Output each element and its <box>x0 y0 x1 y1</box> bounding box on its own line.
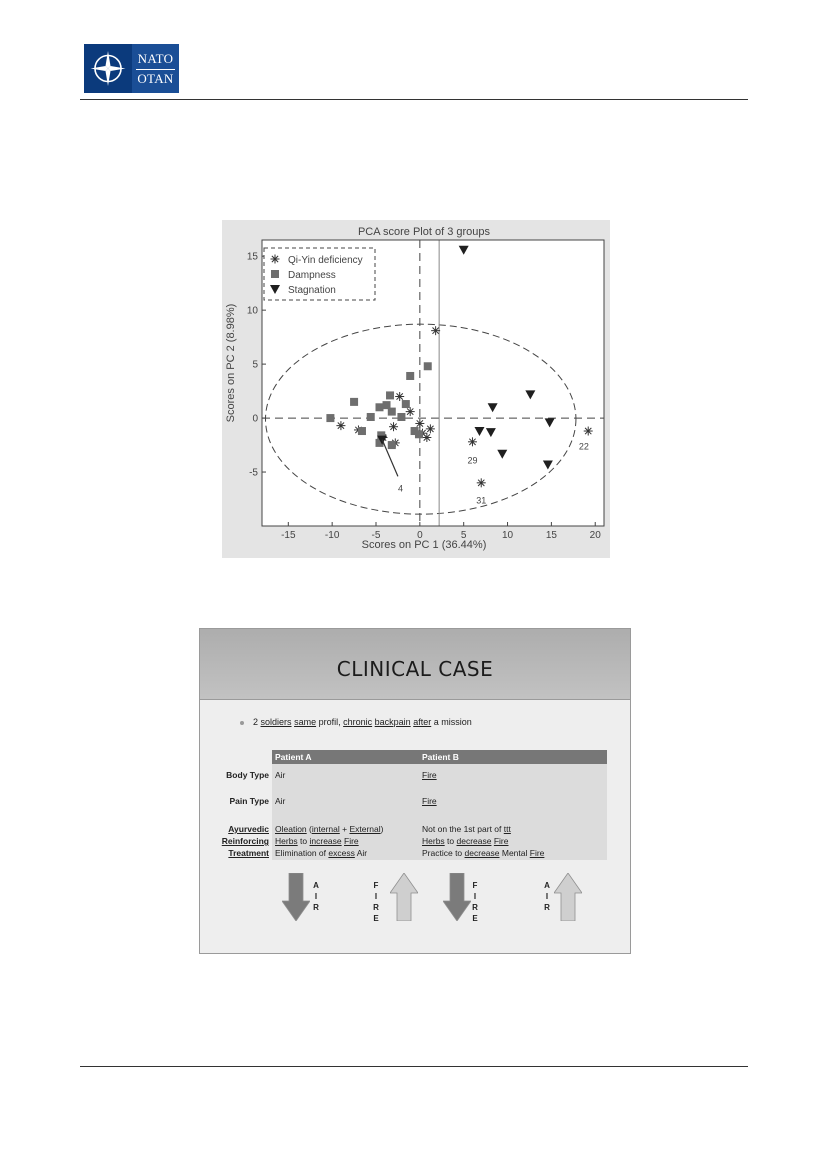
b-decrease-2: decrease <box>464 848 500 858</box>
x-tick-label: -15 <box>281 530 296 541</box>
col-patient-a: Patient A <box>272 750 421 764</box>
x-tick-label: 5 <box>460 530 467 541</box>
y-axis-label: Scores on PC 2 (8.98%) <box>225 303 237 423</box>
arrow-label-letter: R <box>373 903 379 912</box>
point-square <box>350 398 358 406</box>
a-close-paren: ) <box>380 824 384 834</box>
y-tick-label: 10 <box>246 305 258 317</box>
logo-nato-text: NATO <box>137 51 174 66</box>
treatment-b-line2 <box>422 835 607 847</box>
logo-divider <box>136 69 175 70</box>
legend-marker <box>271 255 280 264</box>
x-tick-label: 0 <box>417 530 423 541</box>
point-square <box>386 391 394 399</box>
annotation-label: 22 <box>578 441 589 452</box>
bullet-soldiers: soldiers <box>260 717 292 727</box>
arrow-label-letter: R <box>313 903 319 912</box>
point-square <box>424 362 432 370</box>
arrow-label-letter: E <box>472 914 478 923</box>
annotation-label: 4 <box>398 483 404 494</box>
row-label-pain-type: Pain Type <box>229 796 269 806</box>
y-tick-label: 15 <box>246 251 258 263</box>
slide-header <box>200 629 630 700</box>
bullet-backpain: backpain <box>374 717 411 727</box>
treatment-a-line1 <box>275 823 421 835</box>
legend-entry: Dampness <box>288 270 336 281</box>
clinical-case-slide <box>199 628 631 954</box>
body-type-a-text: Air <box>275 770 286 780</box>
cell-body-type-a <box>272 764 421 790</box>
slide-bullet <box>240 717 472 727</box>
a-oleation: Oleation <box>275 824 307 834</box>
arrow-label-letter: I <box>314 892 318 901</box>
bullet-same: same <box>294 717 317 727</box>
row-label-body-type: Body Type <box>226 770 269 780</box>
cell-pain-type-b <box>419 790 607 816</box>
arrow-label-letter: R <box>544 903 550 912</box>
arrow-label-letter: R <box>472 903 478 912</box>
a-plus: + <box>339 824 350 834</box>
a-herbs: Herbs <box>275 836 298 846</box>
label-treatment: Treatment <box>228 848 269 858</box>
b-mental: Mental <box>499 848 530 858</box>
arrow-label-letter: F <box>472 881 478 890</box>
arrow-up-icon <box>554 873 582 926</box>
arrow-label-letter: E <box>373 914 379 923</box>
cell-treatment-a <box>272 816 421 860</box>
point-square <box>376 403 384 411</box>
slide-title: CLINICAL CASE <box>336 657 494 681</box>
bullet-dot-icon <box>240 721 244 725</box>
treatment-b-line3 <box>422 847 607 859</box>
a-internal: internal <box>311 824 340 834</box>
a-excess: excess <box>328 848 355 858</box>
point-asterisk <box>426 424 435 433</box>
bullet-after: after <box>413 717 432 727</box>
cell-body-type-b <box>419 764 607 790</box>
arrow-down-icon <box>282 873 310 926</box>
arrow-label-letter: I <box>374 892 378 901</box>
x-tick-label: -10 <box>324 530 340 541</box>
arrow-down-icon <box>443 873 471 926</box>
legend-entry: Qi-Yin deficiency <box>288 255 363 266</box>
x-tick-label: -5 <box>371 530 381 541</box>
arrow-label-letter: A <box>313 881 319 890</box>
label-reinforcing: Reinforcing <box>221 836 269 846</box>
b-to: to <box>444 836 457 846</box>
nato-compass-icon <box>84 44 132 93</box>
legend-entry: Stagnation <box>288 285 336 296</box>
annotation-label: 29 <box>467 455 478 466</box>
arrow-label-letter: F <box>373 881 379 890</box>
row-label-treatment <box>216 823 269 859</box>
a-external: External <box>349 824 381 834</box>
point-square <box>358 427 366 435</box>
point-asterisk <box>422 433 431 442</box>
header-rule <box>80 99 748 100</box>
a-fire: Fire <box>344 836 359 846</box>
legend-marker <box>271 270 279 278</box>
treatment-b-line1 <box>422 823 607 835</box>
b-herbs: Herbs <box>422 836 445 846</box>
body-type-b-text: Fire <box>422 770 437 780</box>
b-practice: Practice to <box>422 848 465 858</box>
x-axis-label: Scores on PC 1 (36.44%) <box>361 539 487 551</box>
a-increase: increase <box>309 836 342 846</box>
point-square <box>388 441 396 449</box>
cell-pain-type-a <box>272 790 421 816</box>
point-asterisk <box>477 478 486 487</box>
col-patient-b: Patient B <box>419 750 607 764</box>
bullet-chronic: chronic <box>343 717 373 727</box>
point-square <box>326 414 334 422</box>
point-square <box>402 400 410 408</box>
cell-treatment-b <box>419 816 607 860</box>
table-header-row <box>216 750 604 764</box>
x-tick-label: 15 <box>545 530 557 541</box>
point-square <box>406 372 414 380</box>
chart-legend <box>264 248 375 300</box>
table-row-treatment <box>216 816 604 860</box>
a-air: Air <box>354 848 368 858</box>
pca-score-plot <box>222 220 610 558</box>
table-row-body-type <box>216 764 604 790</box>
treatment-a-line3 <box>275 847 421 859</box>
b-ttt: ttt <box>503 824 511 834</box>
x-tick-label: 10 <box>501 530 514 541</box>
pca-chart-svg <box>222 220 610 558</box>
x-tick-label: 20 <box>589 530 601 541</box>
b-decrease: decrease <box>456 836 492 846</box>
arrow-label-letter: A <box>544 881 550 890</box>
case-table <box>216 750 604 860</box>
arrow-label-letter: I <box>473 892 477 901</box>
nato-otan-logo <box>84 44 179 93</box>
bullet-tail: a mission <box>433 717 472 727</box>
table-row-pain-type <box>216 790 604 816</box>
y-tick-label: 5 <box>252 359 258 371</box>
a-elimination: Elimination of <box>275 848 329 858</box>
y-tick-label: -5 <box>249 467 258 479</box>
bullet-num: 2 <box>253 717 259 727</box>
arrow-up-icon <box>390 873 418 926</box>
chart-title: PCA score Plot of 3 groups <box>357 226 491 238</box>
y-tick-label: 0 <box>252 413 258 425</box>
label-ayurvedic: Ayurvedic <box>228 824 269 834</box>
treatment-a-line2 <box>275 835 421 847</box>
arrow-label-letter: I <box>545 892 549 901</box>
pain-type-a-text: Air <box>275 796 286 806</box>
point-asterisk <box>406 407 415 416</box>
footer-rule <box>80 1066 748 1067</box>
point-square <box>388 408 396 416</box>
a-to: to <box>297 836 310 846</box>
b-fire-2: Fire <box>529 848 545 858</box>
b-fire: Fire <box>493 836 509 846</box>
logo-otan-text: OTAN <box>137 71 174 86</box>
a-open-paren: ( <box>309 824 312 834</box>
point-square <box>367 413 375 421</box>
point-square <box>397 413 405 421</box>
b-not-on: Not on the 1st part of <box>422 824 504 834</box>
pain-type-b-text: Fire <box>422 796 437 806</box>
annotation-label: 31 <box>476 495 487 506</box>
point-square <box>415 430 423 438</box>
bullet-profil: profil, <box>318 717 341 727</box>
